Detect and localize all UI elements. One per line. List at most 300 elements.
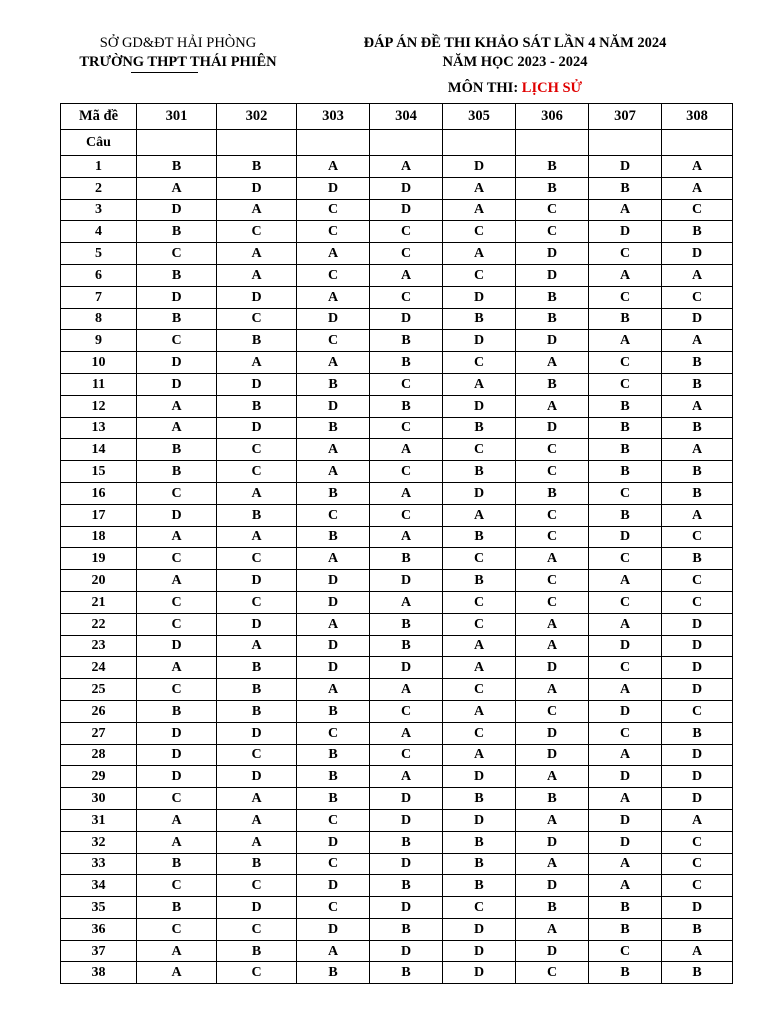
table-row	[61, 395, 733, 417]
answer-cell: D	[137, 766, 217, 788]
empty-cell	[443, 130, 516, 156]
answer-cell: A	[217, 526, 297, 548]
question-number: 4	[61, 221, 137, 243]
exam-code-header: 306	[516, 104, 589, 130]
answer-cell: C	[516, 199, 589, 221]
answer-cell: A	[137, 395, 217, 417]
question-number: 33	[61, 853, 137, 875]
question-number: 28	[61, 744, 137, 766]
empty-cell	[662, 130, 733, 156]
exam-title: ĐÁP ÁN ĐỀ THI KHẢO SÁT LẦN 4 NĂM 2024	[363, 35, 667, 51]
answer-cell: D	[137, 286, 217, 308]
table-row	[61, 177, 733, 199]
answer-cell: B	[516, 156, 589, 178]
answer-cell: B	[443, 875, 516, 897]
answer-cell: C	[662, 570, 733, 592]
answer-cell: D	[516, 417, 589, 439]
answer-cell: D	[370, 657, 443, 679]
answer-cell: C	[217, 591, 297, 613]
answer-cell: A	[137, 177, 217, 199]
answer-cell: A	[370, 439, 443, 461]
answer-cell: B	[217, 156, 297, 178]
answer-cell: A	[589, 679, 662, 701]
answer-cell: A	[589, 570, 662, 592]
answer-cell: A	[662, 395, 733, 417]
answer-cell: A	[589, 613, 662, 635]
answer-cell: B	[137, 853, 217, 875]
answer-cell: C	[589, 243, 662, 265]
school-name-underline	[131, 72, 198, 73]
table-row	[61, 417, 733, 439]
question-number: 32	[61, 831, 137, 853]
answer-cell: A	[297, 243, 370, 265]
question-number: 21	[61, 591, 137, 613]
answer-cell: C	[217, 461, 297, 483]
subject-value: LỊCH SỬ	[521, 80, 583, 96]
answer-cell: A	[137, 809, 217, 831]
answer-cell: C	[516, 591, 589, 613]
table-row	[61, 679, 733, 701]
answer-cell: D	[662, 308, 733, 330]
answer-cell: B	[297, 417, 370, 439]
answer-cell: B	[662, 482, 733, 504]
answer-cell: D	[137, 373, 217, 395]
answer-cell: B	[443, 526, 516, 548]
answer-cell: A	[516, 809, 589, 831]
exam-code-header: 301	[137, 104, 217, 130]
table-row	[61, 504, 733, 526]
question-number: 36	[61, 918, 137, 940]
answer-cell: A	[443, 199, 516, 221]
answer-cell: D	[516, 330, 589, 352]
question-number: 30	[61, 788, 137, 810]
table-row	[61, 809, 733, 831]
answer-cell: B	[662, 461, 733, 483]
answer-cell: D	[297, 831, 370, 853]
table-row	[61, 264, 733, 286]
subject-label: MÔN THI:	[447, 80, 522, 96]
answer-cell: B	[137, 897, 217, 919]
answer-cell: C	[589, 482, 662, 504]
answer-cell: B	[137, 700, 217, 722]
answer-cell: B	[137, 264, 217, 286]
answer-cell: D	[137, 199, 217, 221]
table-row	[61, 788, 733, 810]
answer-cell: D	[662, 897, 733, 919]
answer-cell: D	[370, 897, 443, 919]
answer-cell: B	[297, 373, 370, 395]
answer-cell: D	[443, 330, 516, 352]
answer-cell: C	[662, 700, 733, 722]
answer-cell: A	[137, 831, 217, 853]
answer-cell: C	[137, 243, 217, 265]
question-number: 29	[61, 766, 137, 788]
answer-cell: B	[217, 330, 297, 352]
question-number: 1	[61, 156, 137, 178]
table-row	[61, 897, 733, 919]
answer-cell: D	[443, 940, 516, 962]
answer-cell: C	[370, 286, 443, 308]
answer-cell: D	[370, 809, 443, 831]
answer-cell: D	[443, 918, 516, 940]
empty-cell	[217, 130, 297, 156]
table-row	[61, 831, 733, 853]
answer-cell: C	[589, 657, 662, 679]
answer-cell: A	[370, 766, 443, 788]
answer-cell: D	[662, 243, 733, 265]
answer-cell: A	[662, 264, 733, 286]
answer-cell: D	[297, 308, 370, 330]
answer-cell: A	[217, 831, 297, 853]
answer-cell: D	[217, 417, 297, 439]
answer-cell: A	[662, 156, 733, 178]
answer-cell: B	[589, 918, 662, 940]
answer-cell: B	[662, 722, 733, 744]
answer-cell: C	[662, 853, 733, 875]
table-row	[61, 330, 733, 352]
table-row	[61, 744, 733, 766]
answer-cell: D	[589, 156, 662, 178]
answer-cell: D	[589, 635, 662, 657]
answer-cell: A	[370, 722, 443, 744]
answer-cell: C	[662, 875, 733, 897]
answer-cell: B	[516, 482, 589, 504]
answer-cell: D	[516, 940, 589, 962]
answer-cell: D	[297, 395, 370, 417]
exam-code-header: 305	[443, 104, 516, 130]
question-number: 34	[61, 875, 137, 897]
answer-cell: A	[443, 177, 516, 199]
answer-cell: A	[297, 156, 370, 178]
answer-cell: C	[297, 504, 370, 526]
answer-cell: D	[370, 853, 443, 875]
answer-cell: D	[370, 308, 443, 330]
answer-cell: C	[589, 286, 662, 308]
answer-cell: A	[589, 788, 662, 810]
answer-cell: B	[217, 853, 297, 875]
table-row	[61, 308, 733, 330]
answer-cell: A	[516, 679, 589, 701]
school-year: NĂM HỌC 2023 - 2024	[442, 54, 588, 70]
answer-cell: A	[217, 635, 297, 657]
question-number: 17	[61, 504, 137, 526]
answer-cell: D	[297, 657, 370, 679]
empty-cell	[370, 130, 443, 156]
answer-cell: C	[589, 591, 662, 613]
answer-cell: D	[662, 679, 733, 701]
answer-cell: D	[217, 722, 297, 744]
answer-cell: C	[217, 962, 297, 984]
question-number: 7	[61, 286, 137, 308]
answer-cell: C	[662, 831, 733, 853]
answer-cell: D	[217, 177, 297, 199]
table-row	[61, 591, 733, 613]
answer-cell: D	[662, 788, 733, 810]
answer-cell: B	[370, 875, 443, 897]
answer-cell: B	[137, 308, 217, 330]
answer-cell: A	[370, 526, 443, 548]
answer-cell: D	[297, 591, 370, 613]
department-name: SỞ GD&ĐT HẢI PHÒNG	[99, 35, 257, 51]
question-number: 38	[61, 962, 137, 984]
answer-cell: B	[370, 548, 443, 570]
answer-cell: D	[516, 722, 589, 744]
answer-cell: A	[217, 809, 297, 831]
answer-cell: C	[297, 199, 370, 221]
answer-cell: C	[516, 504, 589, 526]
answer-cell: A	[297, 286, 370, 308]
answer-cell: A	[662, 940, 733, 962]
answer-cell: B	[297, 744, 370, 766]
answer-cell: C	[137, 613, 217, 635]
question-label-row	[61, 130, 733, 156]
answer-cell: C	[217, 875, 297, 897]
question-number: 15	[61, 461, 137, 483]
answer-cell: C	[137, 875, 217, 897]
table-row	[61, 156, 733, 178]
table-row	[61, 221, 733, 243]
empty-cell	[589, 130, 662, 156]
answer-cell: A	[297, 548, 370, 570]
answer-cell: A	[297, 940, 370, 962]
answer-cell: B	[589, 417, 662, 439]
answer-cell: D	[589, 766, 662, 788]
answer-cell: A	[297, 613, 370, 635]
answer-cell: D	[589, 831, 662, 853]
answer-cell: C	[443, 221, 516, 243]
question-number: 35	[61, 897, 137, 919]
answer-key-table	[60, 103, 733, 984]
answer-cell: C	[297, 853, 370, 875]
question-number: 23	[61, 635, 137, 657]
answer-cell: A	[297, 439, 370, 461]
answer-cell: C	[662, 591, 733, 613]
document-header	[0, 34, 768, 98]
answer-cell: C	[662, 286, 733, 308]
question-number: 37	[61, 940, 137, 962]
answer-cell: B	[662, 221, 733, 243]
answer-cell: A	[217, 352, 297, 374]
answer-cell: C	[662, 199, 733, 221]
table-row	[61, 940, 733, 962]
table-row	[61, 439, 733, 461]
answer-cell: D	[370, 199, 443, 221]
answer-cell: A	[137, 526, 217, 548]
answer-cell: D	[370, 788, 443, 810]
answer-cell: D	[217, 613, 297, 635]
answer-cell: D	[516, 875, 589, 897]
answer-cell: B	[662, 918, 733, 940]
answer-cell: D	[516, 657, 589, 679]
answer-cell: A	[662, 439, 733, 461]
answer-cell: A	[217, 264, 297, 286]
answer-cell: C	[516, 526, 589, 548]
answer-cell: A	[662, 504, 733, 526]
answer-cell: C	[443, 897, 516, 919]
answer-cell: D	[370, 570, 443, 592]
answer-cell: C	[137, 330, 217, 352]
answer-cell: D	[662, 766, 733, 788]
answer-cell: C	[297, 897, 370, 919]
answer-cell: B	[443, 308, 516, 330]
table-row	[61, 700, 733, 722]
answer-cell: B	[217, 395, 297, 417]
answer-cell: B	[297, 788, 370, 810]
answer-cell: C	[443, 352, 516, 374]
table-row	[61, 722, 733, 744]
answer-cell: C	[137, 788, 217, 810]
answer-cell: C	[217, 439, 297, 461]
table-row	[61, 482, 733, 504]
answer-cell: A	[137, 657, 217, 679]
answer-cell: C	[297, 330, 370, 352]
answer-cell: A	[516, 613, 589, 635]
answer-cell: C	[137, 591, 217, 613]
answer-cell: A	[589, 330, 662, 352]
answer-cell: A	[297, 461, 370, 483]
question-number: 26	[61, 700, 137, 722]
answer-cell: C	[217, 221, 297, 243]
answer-cell: D	[217, 570, 297, 592]
answer-cell: C	[217, 548, 297, 570]
answer-cell: C	[443, 722, 516, 744]
table-row	[61, 373, 733, 395]
answer-cell: D	[137, 744, 217, 766]
answer-cell: A	[516, 918, 589, 940]
answer-cell: D	[137, 635, 217, 657]
answer-cell: B	[137, 156, 217, 178]
answer-cell: D	[297, 177, 370, 199]
answer-cell: C	[370, 243, 443, 265]
table-row	[61, 635, 733, 657]
answer-cell: C	[137, 918, 217, 940]
answer-cell: C	[589, 722, 662, 744]
answer-cell: A	[137, 940, 217, 962]
answer-cell: D	[662, 635, 733, 657]
answer-cell: A	[662, 177, 733, 199]
answer-cell: A	[589, 853, 662, 875]
empty-cell	[516, 130, 589, 156]
answer-cell: B	[217, 700, 297, 722]
answer-cell: B	[443, 831, 516, 853]
answer-cell: B	[217, 940, 297, 962]
answer-cell: C	[217, 308, 297, 330]
table-row	[61, 243, 733, 265]
answer-cell: D	[516, 264, 589, 286]
table-row	[61, 352, 733, 374]
answer-cell: B	[297, 766, 370, 788]
answer-cell: C	[443, 439, 516, 461]
answer-cell: D	[137, 504, 217, 526]
exam-title-block	[330, 34, 700, 98]
answer-cell: A	[589, 199, 662, 221]
answer-cell: A	[370, 482, 443, 504]
answer-cell: B	[589, 177, 662, 199]
answer-cell: B	[297, 526, 370, 548]
exam-code-header: 307	[589, 104, 662, 130]
table-row	[61, 548, 733, 570]
school-block	[58, 34, 298, 72]
answer-cell: D	[297, 918, 370, 940]
answer-cell: A	[443, 744, 516, 766]
table-row	[61, 962, 733, 984]
exam-code-header: 303	[297, 104, 370, 130]
answer-cell: B	[217, 504, 297, 526]
answer-cell: B	[370, 918, 443, 940]
answer-cell: A	[370, 264, 443, 286]
answer-cell: C	[370, 221, 443, 243]
answer-cell: D	[443, 395, 516, 417]
question-number: 2	[61, 177, 137, 199]
answer-cell: C	[589, 373, 662, 395]
answer-cell: D	[370, 940, 443, 962]
answer-cell: A	[662, 809, 733, 831]
answer-cell: B	[589, 461, 662, 483]
answer-cell: C	[443, 679, 516, 701]
question-number: 19	[61, 548, 137, 570]
table-row	[61, 918, 733, 940]
answer-cell: C	[137, 548, 217, 570]
question-label: Câu	[61, 130, 137, 156]
answer-cell: A	[443, 700, 516, 722]
question-number: 3	[61, 199, 137, 221]
answer-cell: C	[370, 417, 443, 439]
answer-cell: A	[443, 657, 516, 679]
answer-cell: C	[589, 940, 662, 962]
answer-cell: B	[370, 635, 443, 657]
exam-code-header: 302	[217, 104, 297, 130]
answer-cell: A	[516, 635, 589, 657]
table-row	[61, 875, 733, 897]
answer-cell: C	[662, 526, 733, 548]
question-number: 24	[61, 657, 137, 679]
answer-cell: C	[217, 744, 297, 766]
answer-cell: D	[589, 700, 662, 722]
answer-cell: D	[137, 352, 217, 374]
question-number: 20	[61, 570, 137, 592]
answer-cell: B	[589, 897, 662, 919]
answer-cell: B	[443, 788, 516, 810]
answer-cell: B	[662, 352, 733, 374]
table-header-row	[61, 104, 733, 130]
answer-cell: D	[297, 635, 370, 657]
answer-cell: D	[443, 809, 516, 831]
answer-cell: B	[370, 613, 443, 635]
answer-cell: D	[662, 613, 733, 635]
answer-cell: D	[589, 526, 662, 548]
question-number: 27	[61, 722, 137, 744]
answer-cell: B	[516, 373, 589, 395]
answer-cell: C	[370, 461, 443, 483]
answer-cell: B	[516, 897, 589, 919]
empty-cell	[297, 130, 370, 156]
table-row	[61, 613, 733, 635]
answer-cell: D	[443, 156, 516, 178]
answer-cell: B	[443, 853, 516, 875]
question-number: 6	[61, 264, 137, 286]
question-number: 12	[61, 395, 137, 417]
answer-cell: A	[137, 570, 217, 592]
answer-cell: C	[297, 264, 370, 286]
answer-cell: D	[217, 897, 297, 919]
answer-cell: B	[370, 330, 443, 352]
answer-cell: B	[589, 395, 662, 417]
answer-cell: B	[217, 657, 297, 679]
answer-cell: D	[443, 286, 516, 308]
answer-cell: B	[370, 962, 443, 984]
answer-cell: A	[370, 679, 443, 701]
question-number: 16	[61, 482, 137, 504]
